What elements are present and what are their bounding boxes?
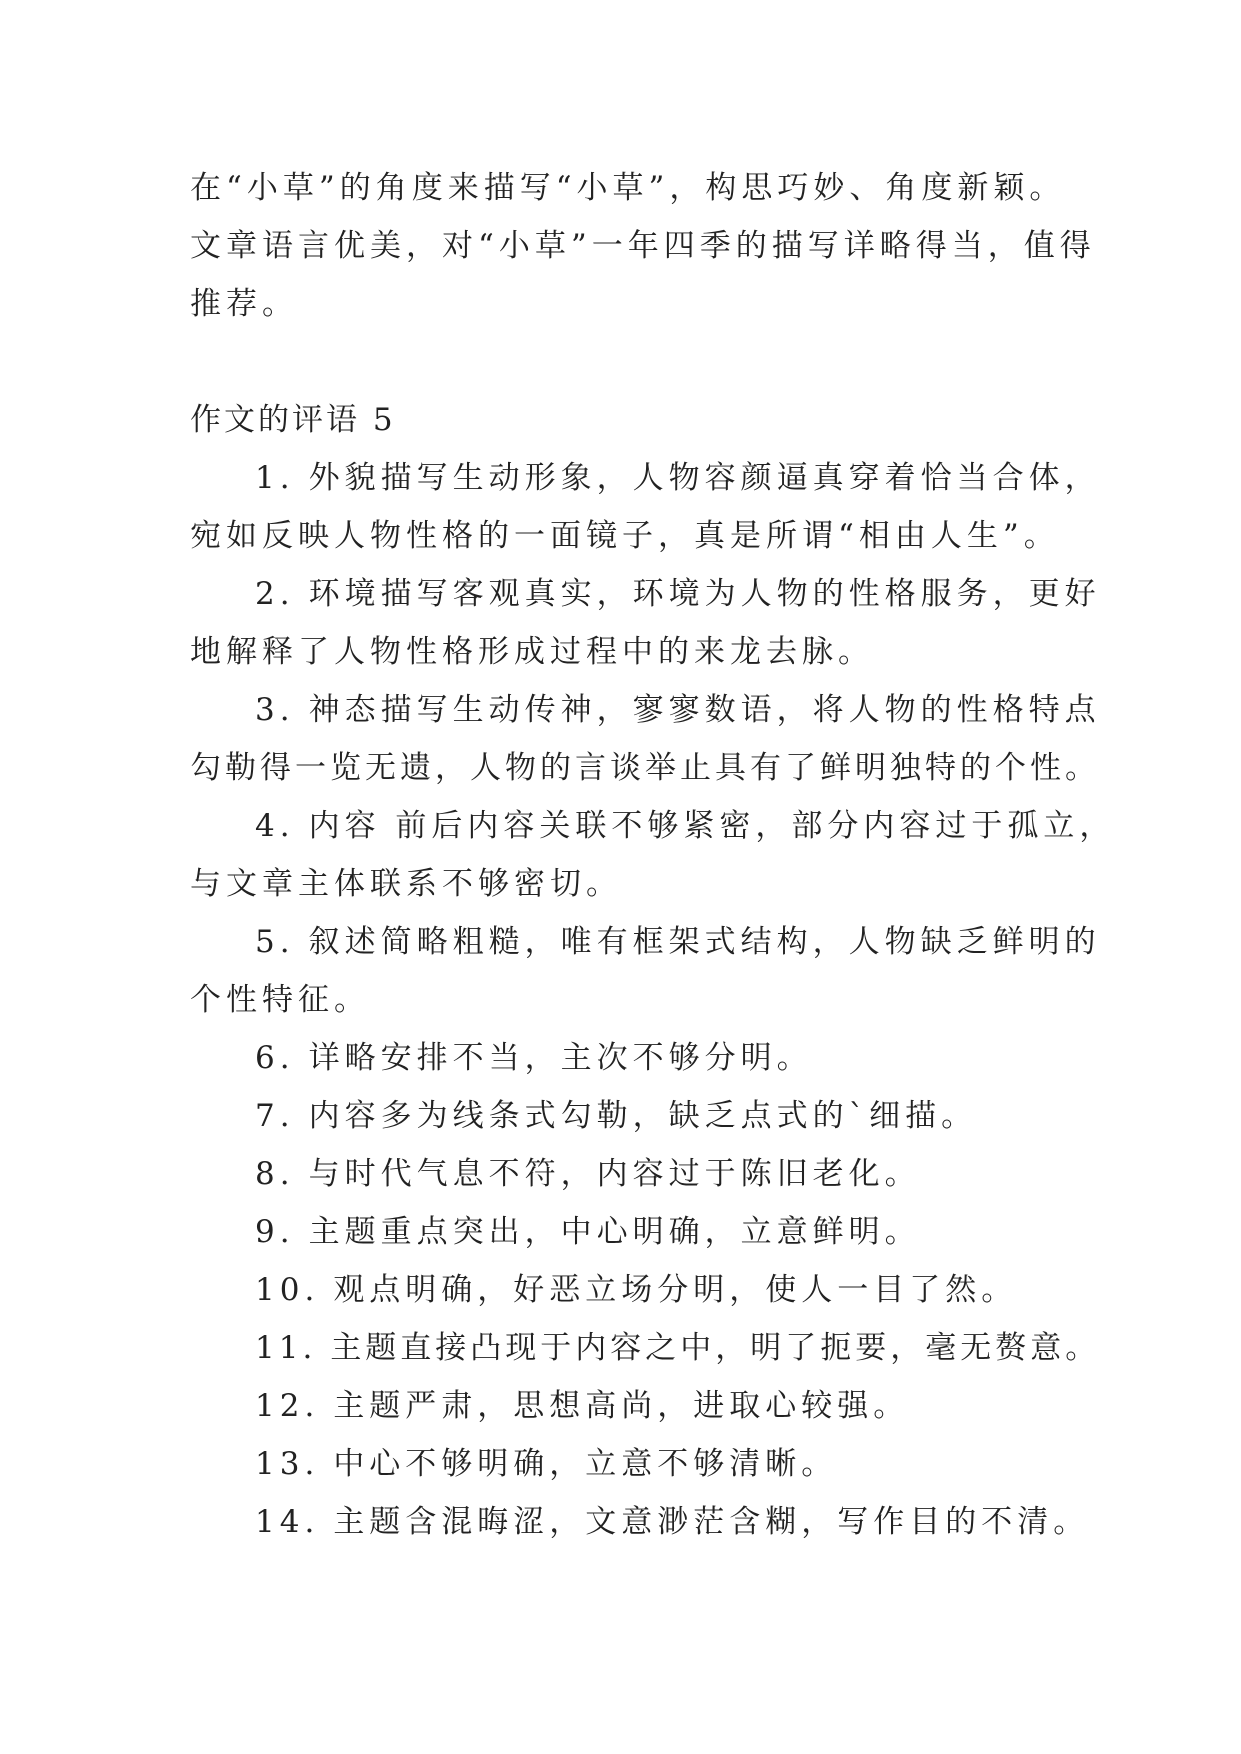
list-item xyxy=(255,458,1101,498)
item-number: 1. xyxy=(255,460,295,496)
list-item xyxy=(255,1502,1089,1542)
item-text: 与时代气息不符，内容过于陈旧老化。 xyxy=(308,1156,921,1192)
item-text: 主题含混晦涩，文意渺茫含糊，写作目的不清。 xyxy=(333,1504,1090,1540)
item-number: 5. xyxy=(255,924,295,960)
list-item xyxy=(255,1212,921,1252)
intro-line: 文章语言优美，对“小草”一年四季的描写详略得当，值得 xyxy=(190,228,1096,264)
list-item xyxy=(255,574,1101,614)
item-continuation: 个性特征。 xyxy=(190,982,370,1018)
list-item xyxy=(255,1444,837,1484)
item-text: 环境描写客观真实，环境为人物的性格服务，更好 xyxy=(308,576,1101,612)
item-text: 内容 前后内容关联不够紧密，部分内容过于孤立， xyxy=(308,808,1116,844)
list-item xyxy=(255,922,1101,962)
item-number: 10. xyxy=(255,1272,320,1308)
item-text: 主题直接凸现于内容之中，明了扼要，毫无赘意。 xyxy=(330,1330,1101,1366)
item-text: 详略安排不当，主次不够分明。 xyxy=(308,1040,813,1076)
item-text: 外貌描写生动形象，人物容颜逼真穿着恰当合体， xyxy=(308,460,1101,496)
item-text: 中心不够明确，立意不够清晰。 xyxy=(333,1446,838,1482)
list-item xyxy=(255,806,1115,846)
list-item xyxy=(255,1096,977,1136)
list-item xyxy=(255,1270,1017,1310)
list-item xyxy=(255,690,1101,730)
list-item xyxy=(255,1038,813,1078)
list-item xyxy=(255,1154,921,1194)
item-text: 主题严肃，思想高尚，进取心较强。 xyxy=(333,1388,910,1424)
list-item xyxy=(255,1386,909,1426)
intro-line: 推荐。 xyxy=(190,286,298,322)
item-continuation: 与文章主体联系不够密切。 xyxy=(190,866,622,902)
item-text: 神态描写生动传神，寥寥数语，将人物的性格特点 xyxy=(308,692,1101,728)
item-number: 6. xyxy=(255,1040,295,1076)
item-number: 14. xyxy=(255,1504,320,1540)
section-heading: 作文的评语 5 xyxy=(190,402,396,438)
item-continuation: 勾勒得一览无遗，人物的言谈举止具有了鲜明独特的个性。 xyxy=(190,750,1100,786)
item-text: 叙述简略粗糙，唯有框架式结构，人物缺乏鲜明的 xyxy=(308,924,1101,960)
item-number: 2. xyxy=(255,576,295,612)
item-number: 12. xyxy=(255,1388,320,1424)
list-item xyxy=(255,1328,1100,1368)
item-number: 7. xyxy=(255,1098,295,1134)
item-continuation: 宛如反映人物性格的一面镜子，真是所谓“相由人生”。 xyxy=(190,518,1060,554)
item-text: 观点明确，好恶立场分明，使人一目了然。 xyxy=(333,1272,1018,1308)
item-text: 主题重点突出，中心明确，立意鲜明。 xyxy=(308,1214,921,1250)
item-number: 11. xyxy=(255,1330,317,1366)
item-number: 9. xyxy=(255,1214,295,1250)
item-text: 内容多为线条式勾勒，缺乏点式的`细描。 xyxy=(308,1098,978,1134)
item-continuation: 地解释了人物性格形成过程中的来龙去脉。 xyxy=(190,634,874,670)
item-number: 13. xyxy=(255,1446,320,1482)
item-number: 8. xyxy=(255,1156,295,1192)
item-number: 4. xyxy=(255,808,295,844)
item-number: 3. xyxy=(255,692,295,728)
intro-line: 在“小草”的角度来描写“小草”，构思巧妙、角度新颖。 xyxy=(190,170,1066,206)
